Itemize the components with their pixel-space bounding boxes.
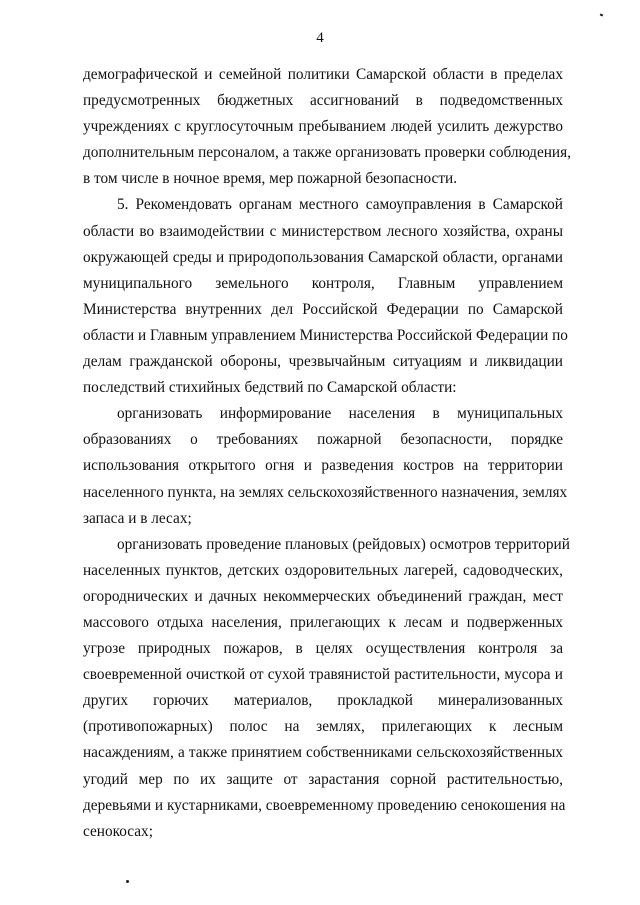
- text-line: дополнительным персоналом, а также организовать проверки соблюдения,: [83, 144, 571, 162]
- text-line: огороднических и дачных некоммерческих объединений граждан, мест: [83, 587, 563, 605]
- document-body: [83, 62, 571, 845]
- text-line: области и Главным управлением Министерства Российской Федерации по: [83, 326, 568, 344]
- text-line: деревьями и кустарниками, своевременному проведению сенокошения на: [83, 796, 566, 814]
- text-line: сенокосах;: [83, 822, 153, 840]
- text-line: угодий мер по их защите от зарастания сорной растительностью,: [83, 770, 563, 788]
- text-line: угрозе природных пожаров, в целях осуществления контроля за: [83, 640, 563, 658]
- paragraph: [83, 192, 568, 401]
- text-line: Министерства внутренних дел Российской Федерации по Самарской: [83, 300, 563, 318]
- text-line: 5. Рекомендовать органам местного самоуправления в Самарской: [117, 196, 563, 214]
- paragraph: [83, 532, 570, 845]
- text-line: (противопожарных) полос на землях, прилегающих к лесным: [83, 718, 563, 736]
- paragraph: [83, 401, 568, 531]
- text-line: учреждениях с круглосуточным пребыванием людей усилить дежурство: [83, 118, 563, 136]
- text-line: запаса и в лесах;: [83, 509, 192, 527]
- text-line: использования открытого огня и разведения костров на территории: [83, 457, 563, 475]
- text-line: в том числе в ночное время, мер пожарной безопасности.: [83, 170, 458, 188]
- text-line: других горючих материалов, прокладкой минерализованных: [83, 692, 563, 710]
- scan-speck: [600, 14, 604, 17]
- text-line: организовать проведение плановых (рейдовых) осмотров территорий: [117, 535, 570, 553]
- text-line: массового отдыха населения, прилегающих к лесам и подверженных: [83, 613, 563, 631]
- text-line: насаждениям, а также принятием собственниками сельскохозяйственных: [83, 744, 563, 762]
- text-line: демографической и семейной политики Самарской области в пределах: [83, 66, 563, 83]
- paragraph: [83, 62, 571, 192]
- text-line: области во взаимодействии с министерством лесного хозяйства, охраны: [83, 222, 563, 240]
- text-line: образованиях о требованиях пожарной безопасности, порядке: [83, 431, 563, 449]
- text-line: делам гражданской обороны, чрезвычайным ситуациям и ликвидации: [83, 353, 563, 371]
- scan-speck: [126, 880, 129, 883]
- text-line: последствий стихийных бедствий по Самарской области:: [83, 379, 457, 397]
- text-line: окружающей среды и природопользования Самарской области, органами: [83, 248, 563, 266]
- text-line: предусмотренных бюджетных ассигнований в подведомственных: [83, 92, 563, 110]
- text-line: населенного пункта, на землях сельскохозяйственного назначения, землях: [83, 483, 568, 501]
- text-line: муниципального земельного контроля, Главным управлением: [83, 274, 563, 292]
- text-line: организовать информирование населения в муниципальных: [117, 405, 563, 423]
- page-number: 4: [316, 30, 324, 46]
- text-line: населенных пунктов, детских оздоровительных лагерей, садоводческих,: [83, 561, 563, 579]
- text-line: своевременной очисткой от сухой травянистой растительности, мусора и: [83, 666, 563, 684]
